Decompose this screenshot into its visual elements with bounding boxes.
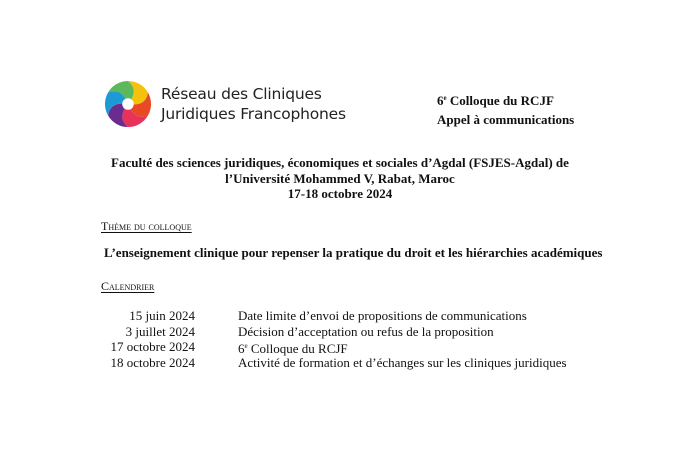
calendar-row — [0, 355, 680, 371]
calendar-row — [0, 339, 680, 355]
calendar-date: 15 juin 2024 — [129, 308, 195, 323]
venue-dates: 17-18 octobre 2024 — [287, 186, 393, 201]
header-right — [437, 87, 574, 131]
calendar-desc: Activité de formation et d’échanges sur les cliniques juridiques — [238, 354, 567, 370]
venue-line-1: Faculté des sciences juridiques, économiques et sociales d’Agdal (FSJES-Agdal) de — [111, 155, 569, 170]
brand-line-2: Juridiques Francophones — [161, 105, 346, 123]
calendar-date: 17 octobre 2024 — [110, 339, 195, 354]
theme-text: L’enseignement clinique pour repenser la pratique du droit et les hiérarchies académiques — [104, 245, 603, 260]
calendar-row — [0, 324, 680, 340]
calendar-desc: 6e Colloque du RCJF — [238, 341, 348, 356]
calendar-row — [0, 308, 680, 324]
venue-line-2: l’Université Mohammed V, Rabat, Maroc — [225, 170, 455, 186]
calendar-desc: Décision d’acceptation ou refus de la proposition — [238, 323, 494, 339]
venue-block — [100, 155, 580, 202]
calendar-list — [0, 308, 680, 370]
call-for-papers: Appel à communications — [437, 112, 575, 127]
rcjf-logo — [104, 80, 152, 128]
calendar-desc: Date limite d’envoi de propositions de communications — [238, 308, 527, 323]
colloque-title: 6e Colloque du RCJF — [437, 93, 554, 108]
theme-heading: Thème du colloque — [101, 219, 192, 233]
brand-name — [161, 84, 346, 124]
calendar-date: 18 octobre 2024 — [110, 354, 195, 370]
calendar-date: 3 juillet 2024 — [125, 323, 195, 339]
brand-line-1: Réseau des Cliniques — [161, 85, 322, 103]
calendar-heading: Calendrier — [101, 279, 155, 293]
